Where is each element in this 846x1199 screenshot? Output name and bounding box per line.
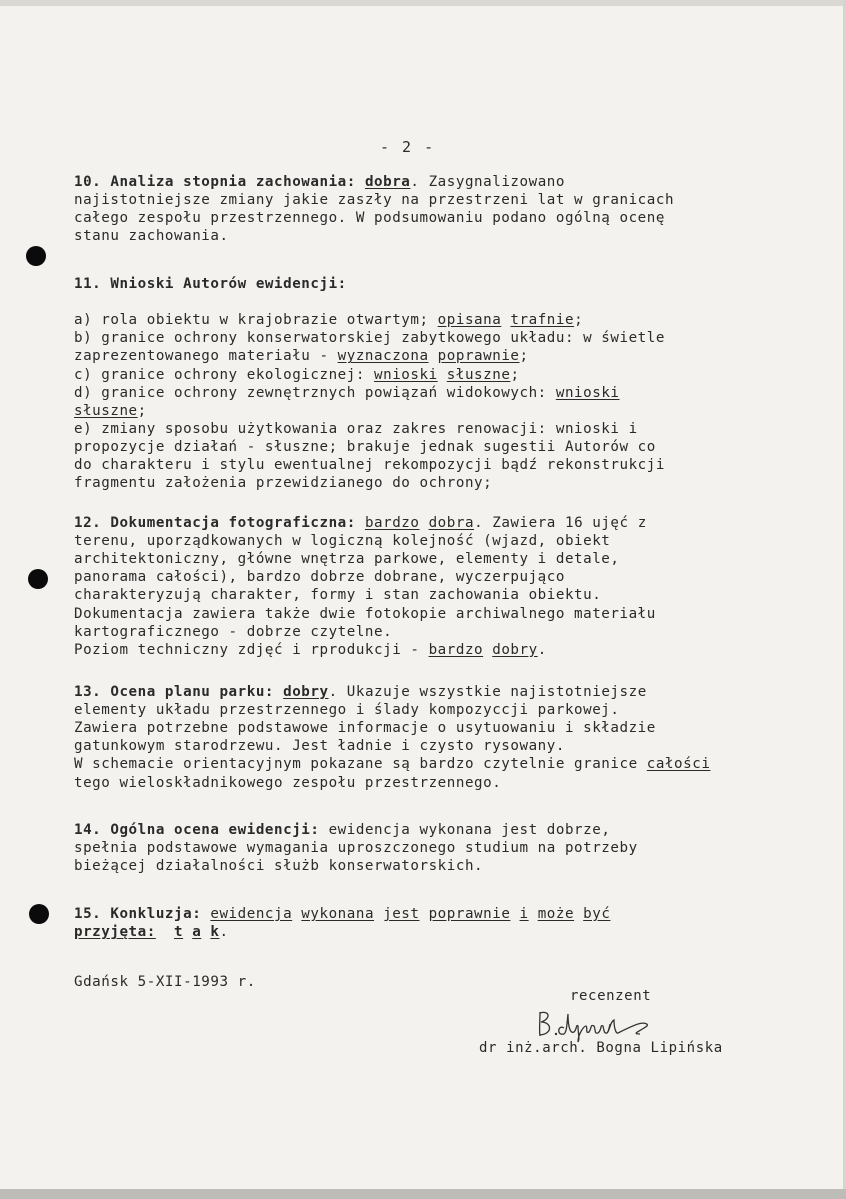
underlined-text: całości bbox=[646, 756, 711, 773]
s11-line bbox=[74, 311, 583, 329]
s12-line bbox=[74, 568, 565, 586]
underlined-text: dobry bbox=[492, 641, 538, 658]
s10-line bbox=[74, 209, 665, 227]
text-segment bbox=[438, 367, 447, 383]
text-segment: d) granice ochrony zewnętrznych powiązań widokowych: bbox=[74, 384, 556, 401]
s11-line bbox=[74, 402, 147, 420]
s11-line bbox=[74, 366, 520, 384]
handwritten-signature bbox=[534, 1004, 674, 1044]
reviewer-name: dr inż.arch. Bogna Lipińska bbox=[479, 1040, 723, 1056]
page-number: - 2 - bbox=[380, 138, 436, 156]
scan-edge-top bbox=[0, 0, 846, 6]
s13-line bbox=[74, 701, 620, 719]
text-segment bbox=[292, 906, 301, 922]
text-segment: W schemacie orientacyjnym pokazane są bardzo czytelnie granice bbox=[74, 756, 647, 773]
underlined-text: wnioski bbox=[374, 366, 438, 383]
s11-line bbox=[74, 384, 620, 402]
text-segment: kartograficznego - dobrze czytelne. bbox=[74, 623, 393, 640]
underlined-text: jest bbox=[383, 906, 420, 922]
text-segment: a) rola obiektu w krajobrazie otwartym; bbox=[74, 312, 438, 329]
punch-hole-1 bbox=[26, 246, 46, 266]
text-segment bbox=[420, 515, 429, 531]
s10-line bbox=[74, 227, 229, 245]
s12-line bbox=[74, 550, 620, 568]
s15-line bbox=[74, 905, 610, 923]
text-segment: architektoniczny, główne wnętrza parkowe, elementy i detale, bbox=[74, 551, 620, 568]
text-segment: 14. Ogólna ocena ewidencji: bbox=[74, 822, 329, 838]
text-segment: 15. Konkluzja: bbox=[74, 906, 211, 922]
underlined-text: może bbox=[537, 906, 575, 922]
text-segment: . Ukazuje wszystkie najistotniejsze bbox=[328, 684, 647, 700]
underlined-text: bardzo bbox=[428, 641, 484, 658]
text-segment: panorama całości), bardzo dobrze dobrane, wyczerpująco bbox=[74, 569, 565, 586]
s13-line bbox=[74, 683, 647, 701]
text-segment: Zawiera potrzebne podstawowe informacje o usytuowaniu i składzie bbox=[74, 720, 656, 737]
underlined-text: wnioski bbox=[555, 384, 620, 401]
text-segment: Dokumentacja zawiera także dwie fotokopie archiwalnego materiału bbox=[74, 605, 656, 622]
text-segment bbox=[420, 906, 429, 922]
s12-line bbox=[74, 605, 656, 623]
underlined-text: opisana bbox=[437, 312, 502, 329]
s14-line bbox=[74, 839, 638, 857]
underlined-text: k bbox=[210, 924, 220, 941]
text-segment: c) granice ochrony ekologicznej: bbox=[74, 366, 375, 383]
text-segment: ; bbox=[510, 366, 520, 383]
text-segment: gatunkowym starodrzewu. Jest ładnie i czysto rysowany. bbox=[74, 738, 565, 755]
text-segment: Poziom techniczny zdjęć i rprodukcji - bbox=[74, 641, 429, 658]
s14-line bbox=[74, 821, 610, 839]
text-segment: stanu zachowania. bbox=[74, 228, 229, 245]
text-segment: tego wieloskładnikowego zespołu przestrzennego. bbox=[74, 774, 502, 791]
s13-line bbox=[74, 774, 501, 792]
s11-line bbox=[74, 275, 347, 293]
s11-line bbox=[74, 420, 638, 438]
text-segment: Gdańsk 5-XII-1993 r. bbox=[74, 974, 256, 990]
text-segment: elementy układu przestrzennego i ślady kompozyccji parkowej. bbox=[74, 702, 620, 719]
underlined-text: przyjęta: bbox=[74, 924, 156, 941]
underlined-text: t bbox=[174, 924, 184, 941]
s14-line bbox=[74, 857, 483, 875]
s11-line bbox=[74, 347, 529, 365]
text-segment: . bbox=[537, 641, 547, 658]
s12-line bbox=[74, 641, 547, 659]
underlined-text: słuszne bbox=[446, 366, 511, 383]
text-segment: . Zawiera 16 ujęć z bbox=[474, 515, 647, 531]
s13-line bbox=[74, 737, 565, 755]
text-segment: 10. Analiza stopnia zachowania: bbox=[74, 174, 365, 190]
text-segment: spełnia podstawowe wymagania uproszczonego studium na potrzeby bbox=[74, 840, 638, 857]
underlined-text: wykonana bbox=[301, 906, 375, 922]
text-segment: najistotniejsze zmiany jakie zaszły na przestrzeni lat w granicach bbox=[74, 192, 675, 209]
text-segment: do charakteru i stylu ewentualnej rekompozycji bądź rekonstrukcji bbox=[74, 457, 665, 473]
underlined-text: wyznaczona bbox=[337, 348, 429, 365]
underlined-text: być bbox=[583, 906, 611, 922]
punch-hole-3 bbox=[29, 904, 49, 924]
text-segment: b) granice ochrony konserwatorskiej zabytkowego układu: w świetle bbox=[74, 330, 665, 347]
underlined-text: bardzo bbox=[364, 515, 420, 531]
underlined-text: a bbox=[192, 924, 202, 941]
text-segment: . bbox=[219, 924, 229, 941]
s12-line bbox=[74, 532, 610, 550]
underlined-text: i bbox=[519, 906, 529, 922]
underlined-text: poprawnie bbox=[437, 348, 520, 365]
text-segment: ewidencja wykonana jest dobrze, bbox=[328, 822, 611, 838]
s10-line bbox=[74, 191, 674, 209]
text-segment: ; bbox=[519, 348, 529, 365]
s13-line bbox=[74, 719, 656, 737]
text-segment bbox=[183, 924, 192, 940]
text-segment: charakteryzują charakter, formy i stan zachowania obiektu. bbox=[74, 587, 602, 604]
punch-hole-2 bbox=[28, 569, 48, 589]
underlined-text: ewidencja bbox=[210, 906, 293, 922]
underlined-text: dobra bbox=[428, 515, 475, 531]
text-segment: propozycje działań - słuszne; brakuje jednak sugestii Autorów co bbox=[74, 438, 656, 455]
underlined-text: słuszne bbox=[74, 402, 138, 419]
s15-line bbox=[74, 923, 229, 941]
text-segment bbox=[529, 906, 538, 922]
text-segment: . Zasygnalizowano bbox=[410, 174, 565, 190]
text-segment: 13. Ocena planu parku: bbox=[74, 684, 284, 700]
text-segment: ; bbox=[137, 402, 147, 419]
signature-label: recenzent bbox=[570, 988, 652, 1004]
s12-line bbox=[74, 623, 392, 641]
s13-line bbox=[74, 755, 710, 773]
underlined-text: dobry bbox=[283, 684, 329, 700]
text-segment bbox=[156, 924, 174, 940]
s11-line bbox=[74, 474, 492, 492]
underlined-text: dobra bbox=[364, 174, 411, 190]
text-segment bbox=[429, 348, 438, 364]
s11-line bbox=[74, 456, 665, 474]
text-segment: e) zmiany sposobu użytkowania oraz zakres renowacji: wnioski i bbox=[74, 420, 638, 437]
text-segment: terenu, uporządkowanych w logiczną kolejność (wjazd, obiekt bbox=[74, 533, 611, 550]
text-segment bbox=[374, 906, 383, 922]
s11-line bbox=[74, 438, 656, 456]
text-segment bbox=[574, 906, 583, 922]
text-segment: zaprezentowanego materiału - bbox=[74, 348, 338, 365]
text-segment: całego zespołu przestrzennego. W podsumowaniu podano ogólną ocenę bbox=[74, 210, 665, 227]
text-segment: bieżącej działalności służb konserwatorskich. bbox=[74, 858, 484, 875]
underlined-text: poprawnie bbox=[428, 906, 511, 922]
text-segment: 12. Dokumentacja fotograficzna: bbox=[74, 515, 365, 531]
text-segment bbox=[483, 642, 492, 658]
text-segment: fragmentu założenia przewidzianego do ochrony; bbox=[74, 475, 493, 492]
scan-edge-bottom bbox=[0, 1189, 846, 1199]
text-segment: ; bbox=[574, 312, 584, 329]
s12-line bbox=[74, 514, 647, 532]
text-segment: 11. Wnioski Autorów ewidencji: bbox=[74, 276, 347, 292]
s11-line bbox=[74, 329, 665, 347]
underlined-text: trafnie bbox=[510, 312, 575, 329]
s12-line bbox=[74, 586, 601, 604]
text-segment bbox=[510, 906, 519, 922]
s10-line bbox=[74, 173, 565, 191]
date-line bbox=[74, 973, 256, 991]
